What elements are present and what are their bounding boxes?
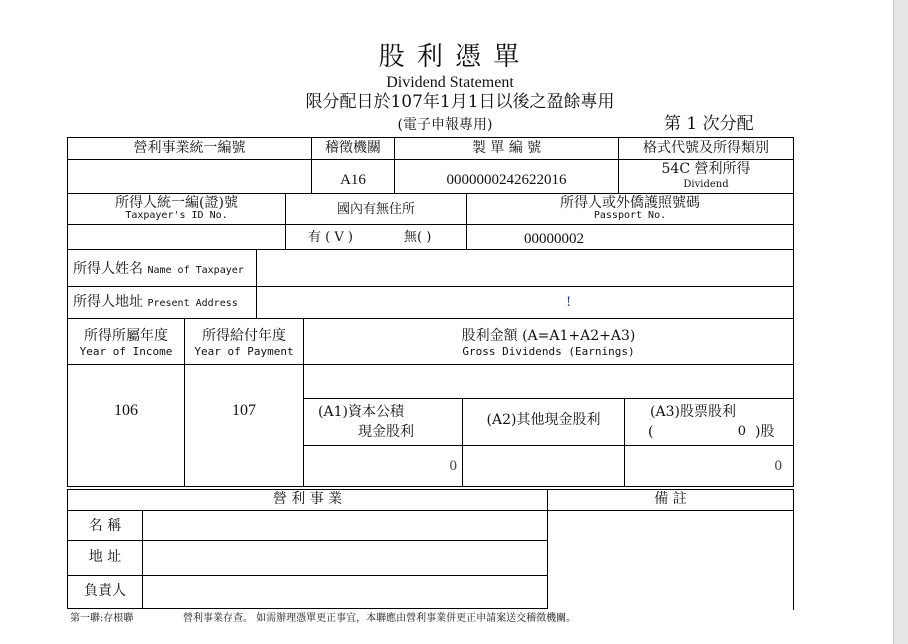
uniform-number-label: 營利事業統一編號 — [133, 140, 246, 156]
gross-dividends-label-en: Gross Dividends (Earnings) — [462, 345, 635, 358]
format-code-en: Dividend — [683, 179, 729, 190]
remarks-header: 備 註 — [654, 491, 687, 507]
gross-dividends-label: 股利金額 (A=A1+A2+A3) — [461, 328, 636, 344]
year-of-payment-value: 107 — [232, 402, 256, 419]
passport-label: 所得人或外僑護照號碼 — [560, 195, 700, 211]
residence-yes-checkbox[interactable]: 有 ( V ) — [308, 230, 353, 245]
a3-paren-open: ( — [648, 424, 654, 440]
taxpayer-id-label: 所得人統一編(證)號 — [115, 195, 238, 211]
serial-number-label: 製 單 編 號 — [471, 140, 542, 156]
page-edge-scrollbar[interactable] — [893, 0, 908, 644]
tax-office-label: 稽徵機關 — [325, 140, 381, 156]
a3-value: 0 — [774, 458, 782, 474]
a3-paren-close: )股 — [755, 424, 775, 440]
a1-value: 0 — [449, 458, 457, 474]
enterprise-address-label: 地 址 — [88, 549, 122, 565]
a3-label: (A3)股票股利 — [650, 404, 736, 420]
present-address-value: ! — [566, 295, 572, 310]
title-en: Dividend Statement — [386, 74, 514, 91]
a1-label-line2: 現金股利 — [358, 424, 414, 440]
electronic-filing-note: (電子申報專用) — [397, 117, 493, 133]
footer-note: 營利事業存查。 如需辦理憑單更正事宜，本聯應由營利事業併更正申請案送交稽徵機關。 — [183, 613, 577, 624]
residence-no-checkbox[interactable]: 無( ) — [404, 230, 432, 245]
format-code-value: 54C 營利所得 — [661, 161, 751, 177]
format-code-label: 格式代號及所得類別 — [643, 140, 769, 156]
passport-value: 00000002 — [524, 231, 584, 247]
year-of-payment-label-en: Year of Payment — [194, 345, 294, 358]
passport-label-en: Passport No. — [593, 210, 667, 221]
present-address-label: 所得人地址 Present Address — [73, 294, 238, 310]
taxpayer-name-label: 所得人姓名 Name of Taxpayer — [73, 261, 244, 277]
title-zh: 股 利 憑 單 — [378, 42, 522, 72]
enterprise-owner-label: 負責人 — [84, 583, 126, 599]
enterprise-name-label: 名 稱 — [88, 518, 122, 534]
year-of-payment-label: 所得給付年度 — [202, 328, 286, 344]
a1-label: (A1)資本公積 — [318, 404, 404, 420]
taxpayer-id-label-en: Taxpayer's ID No. — [125, 210, 228, 221]
year-of-income-label: 所得所屬年度 — [84, 328, 168, 344]
year-of-income-value: 106 — [114, 402, 138, 419]
a2-label: (A2)其他現金股利 — [486, 412, 601, 428]
copy-label: 第一聯:存根聯 — [70, 613, 134, 624]
distribution-count: 第 1 次分配 — [664, 114, 754, 134]
serial-number-value: 0000000242622016 — [446, 172, 567, 188]
enterprise-header: 營 利 事 業 — [272, 491, 343, 507]
year-of-income-label-en: Year of Income — [79, 345, 173, 358]
tax-office-value: A16 — [340, 172, 366, 188]
residence-label: 國內有無住所 — [336, 202, 415, 217]
a3-shares-value: 0 — [737, 424, 746, 439]
subtitle: 限分配日於107年1月1日以後之盈餘專用 — [305, 92, 615, 112]
